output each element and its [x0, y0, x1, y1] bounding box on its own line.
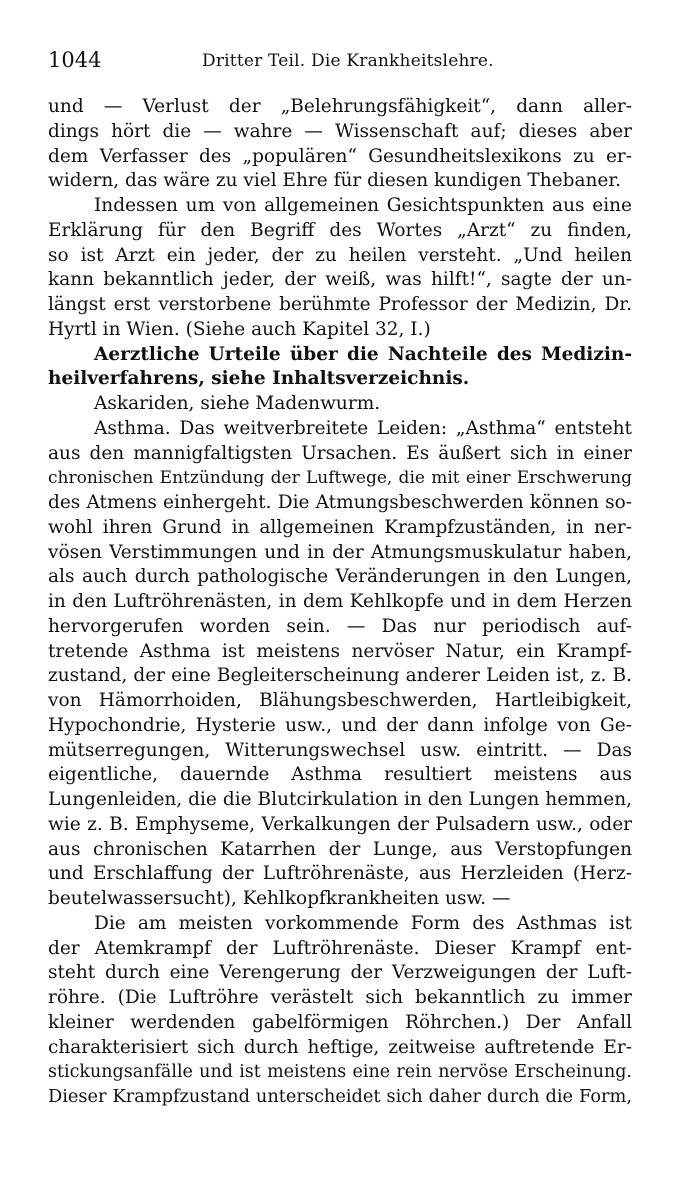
text-line: als auch durch pathologische Veränderungen in den Lungen,	[48, 566, 632, 588]
text-line: zustand, der eine Begleiterscheinung anderer Leiden ist, z. B.	[48, 665, 632, 687]
text-line: Erklärung für den Begriff des Wortes „Arzt“ zu finden,	[48, 219, 632, 241]
text-line: kleiner werdenden gabelförmigen Röhrchen.) Der Anfall	[48, 1011, 632, 1033]
page-number: 1044	[48, 48, 102, 72]
text-line: des Atmens einhergeht. Die Atmungsbeschwerden können so-	[48, 492, 632, 513]
text-line: beutelwassersucht), Kehlkopfkrankheiten usw. —	[48, 888, 511, 909]
entry-line: Asthma. Das weitverbreitete Leiden: „Asthma“ entsteht	[94, 417, 632, 439]
text-line: widern, das wäre zu viel Ehre für diesen kundigen Thebaner.	[48, 170, 622, 192]
text-line: längst erst verstorbene berühmte Professor der Medizin, Dr.	[48, 294, 632, 315]
text-line: tretende Asthma ist meistens nervöser Natur, ein Krampf-	[48, 640, 632, 662]
text-line: Indessen um von allgemeinen Gesichtspunkten aus eine	[94, 195, 632, 216]
text-line: Lungenleiden, die die Blutcirkulation in den Lungen hemmen,	[48, 789, 632, 810]
text-line: und Erschlaffung der Luftröhrenäste, aus Herzleiden (Herz-	[48, 863, 632, 885]
entry-heading-line: Aerztliche Urteile über die Nachteile des Medizin-	[94, 343, 632, 365]
running-head-title: Dritter Teil. Die Krankheitslehre.	[202, 51, 494, 71]
text-line: dem Verfasser des „populären“ Gesundheitslexikons zu er-	[48, 145, 632, 167]
entry-line: Askariden, siehe Madenwurm.	[94, 393, 381, 414]
entry-heading-line: heilverfahrens, siehe Inhaltsverzeichnis.	[48, 368, 470, 390]
text-line: Dieser Krampfzustand unterscheidet sich daher durch die Form,	[48, 1087, 632, 1107]
text-line: wohl ihren Grund in allgemeinen Krampfzuständen, in ner-	[48, 516, 632, 538]
text-line: hervorgerufen worden sein. — Das nur periodisch auf-	[48, 615, 632, 637]
text-line: aus den mannigfaltigsten Ursachen. Es äußert sich in einer	[48, 442, 632, 464]
text-line: Die am meisten vorkommende Form des Asthmas ist	[94, 912, 632, 934]
text-line: dings hört die — wahre — Wissenschaft auf; dieses aber	[48, 120, 632, 142]
text-line: der Atemkrampf der Luftröhrenäste. Dieser Krampf ent-	[48, 937, 632, 959]
text-line: eigentliche, dauernde Asthma resultiert meistens aus	[48, 764, 632, 786]
text-line: aus chronischen Katarrhen der Lunge, aus Verstopfungen	[48, 838, 632, 860]
text-line: röhre. (Die Luftröhre verästelt sich bekanntlich zu immer	[48, 987, 632, 1008]
text-line: stickungsanfälle und ist meistens eine rein nervöse Erscheinung.	[48, 1062, 632, 1083]
body-text	[48, 95, 632, 1110]
text-line: in den Luftröhrenästen, in dem Kehlkopfe und in dem Herzen	[48, 591, 632, 612]
text-line: so ist Arzt ein jeder, der zu heilen versteht. „Und heilen	[48, 244, 632, 266]
text-line: kann bekanntlich jeder, der weiß, was hilft!“, sagte der un-	[48, 269, 632, 291]
text-line: chronischen Entzündung der Luftwege, die mit einer Erschwerung	[48, 468, 632, 489]
text-line: steht durch eine Verengerung der Verzweigungen der Luft-	[48, 962, 632, 984]
text-line: und — Verlust der „Belehrungsfähigkeit“, dann aller-	[48, 96, 632, 117]
text-line: Hyrtl in Wien. (Siehe auch Kapitel 32, I.)	[48, 318, 431, 340]
text-line: charakterisiert sich durch heftige, zeitweise auftretende Er-	[48, 1036, 632, 1058]
text-line: von Hämorrhoiden, Blähungsbeschwerden, Hartleibigkeit,	[48, 690, 632, 711]
text-line: mütserregungen, Witterungswechsel usw. eintritt. — Das	[48, 739, 632, 761]
text-line: Hypochondrie, Hysterie usw., und der dann infolge von Ge-	[48, 714, 632, 736]
running-head	[48, 48, 638, 72]
text-line: vösen Verstimmungen und in der Atmungsmuskulatur haben,	[48, 541, 632, 563]
text-line: wie z. B. Emphyseme, Verkalkungen der Pulsadern usw., oder	[48, 813, 632, 835]
